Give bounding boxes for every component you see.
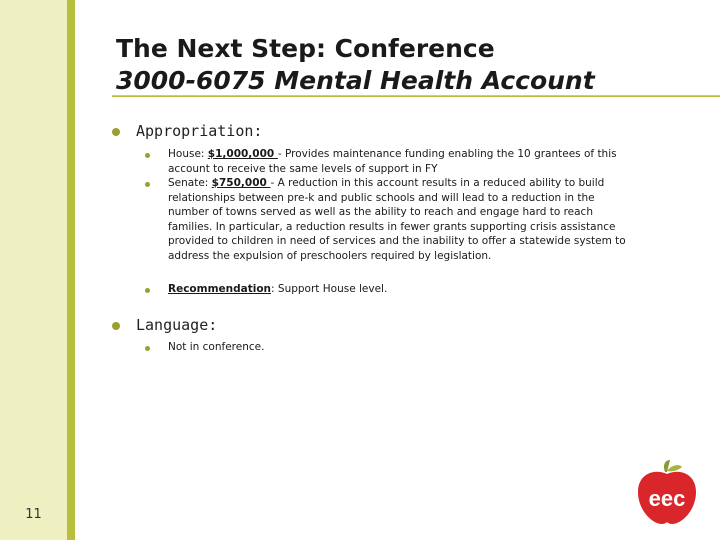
item-text: - Provides maintenance funding enabling the 10 grantees of this account to receive the same levels of support in FY <box>168 148 617 175</box>
title-divider <box>112 95 720 97</box>
section-heading-appropriation: Appropriation: <box>136 122 263 140</box>
sidebar-stripe <box>67 0 75 540</box>
item-label: Recommendation <box>168 283 272 295</box>
slide-title <box>116 33 595 97</box>
item-language <box>168 340 638 355</box>
sub-bullet-icon <box>145 288 150 293</box>
item-senate <box>168 176 638 263</box>
item-text: Not in conference. <box>168 341 265 353</box>
bullet-icon <box>112 128 120 136</box>
item-text: : Support House level. <box>271 283 388 295</box>
page-number: 11 <box>25 507 42 522</box>
title-line-2: 3000-6075 Mental Health Account <box>116 66 595 95</box>
title-line-1: The Next Step: Conference <box>116 34 495 63</box>
eec-logo <box>632 458 702 528</box>
item-house <box>168 147 638 176</box>
item-amount: $1,000,000 <box>207 148 278 160</box>
sub-bullet-icon <box>145 346 150 351</box>
sidebar-panel <box>0 0 67 540</box>
sub-bullet-icon <box>145 153 150 158</box>
item-recommendation <box>168 282 638 297</box>
item-amount: $750,000 <box>211 177 271 189</box>
sub-bullet-icon <box>145 182 150 187</box>
section-heading-language: Language: <box>136 316 218 334</box>
item-prefix: Senate: <box>168 177 212 189</box>
bullet-icon <box>112 322 120 330</box>
item-prefix: House: <box>168 148 208 160</box>
logo-text: eec <box>648 486 686 511</box>
item-text: - A reduction in this account results in a reduced ability to build relationships between pre-k and public schools and will lead to a reduction in the number of towns served as well as the ability to reach and engage hard to reach families. In particular, a reduction results in fewer grants supporting crisis assistance provided to children in need of services and the inability to offer a statewide system to address the expulsion of preschoolers required by legislation. <box>168 177 626 262</box>
